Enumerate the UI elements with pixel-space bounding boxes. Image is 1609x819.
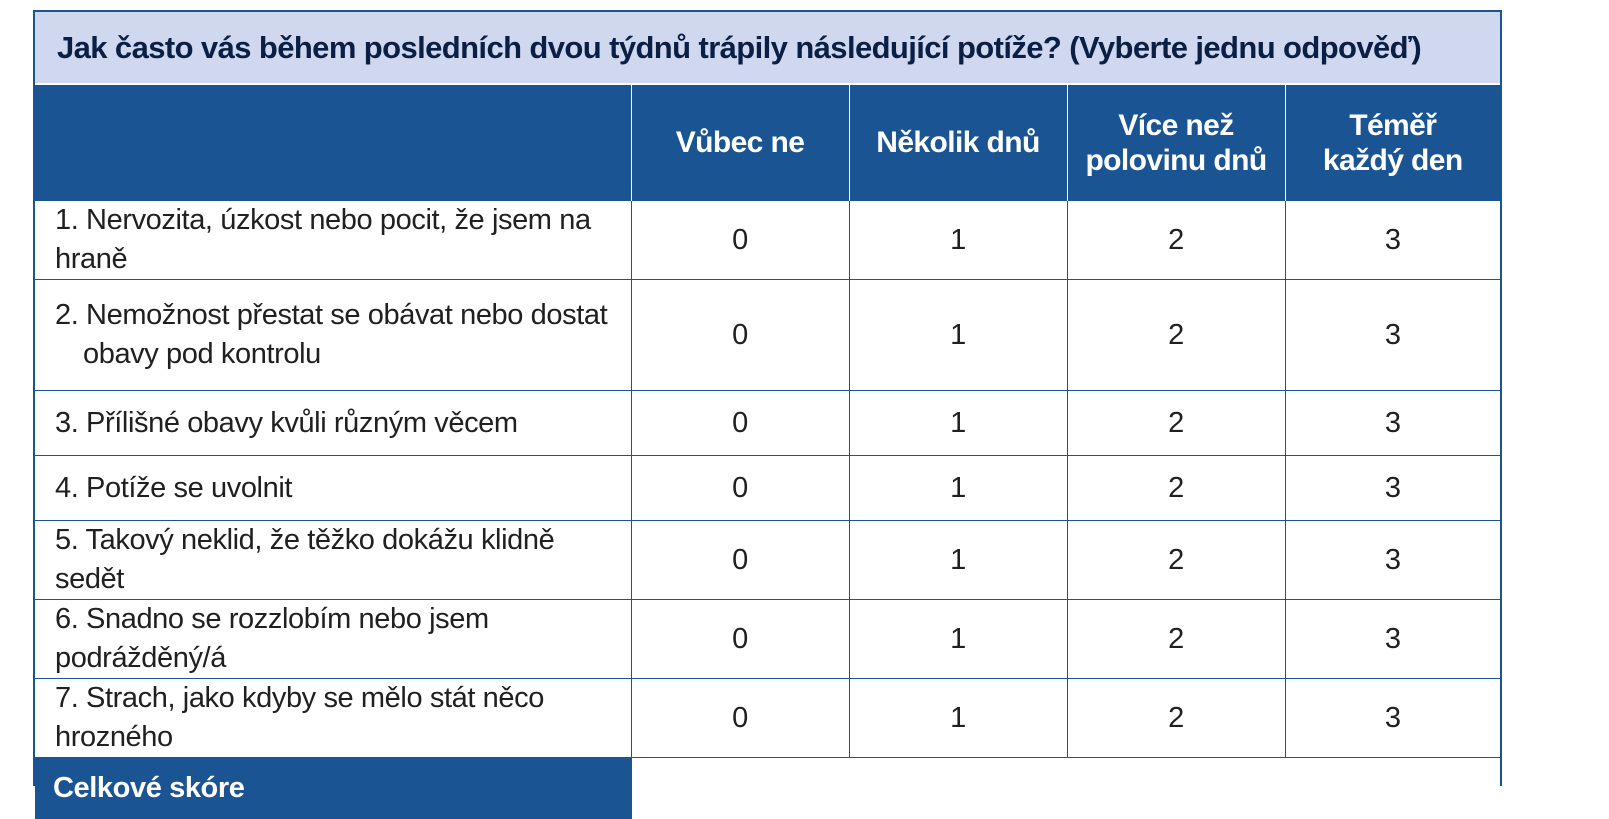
header-empty-cell (35, 85, 631, 201)
score-cell[interactable]: 2 (1067, 679, 1285, 758)
score-cell[interactable]: 3 (1285, 280, 1500, 391)
table-row (35, 521, 1500, 600)
score-cell[interactable]: 2 (1067, 456, 1285, 521)
header-several-days: Několik dnů (849, 85, 1067, 201)
row-label: 3. Přílišné obavy kvůli různým věcem (35, 391, 631, 456)
header-not-at-all: Vůbec ne (631, 85, 849, 201)
gad7-questionnaire (33, 10, 1502, 786)
score-cell[interactable]: 2 (1067, 600, 1285, 679)
score-cell[interactable]: 1 (849, 679, 1067, 758)
score-cell[interactable]: 0 (631, 391, 849, 456)
question-heading: Jak často vás během posledních dvou týdnů trápily následující potíže? (Vyberte jednu odpověď) (35, 12, 1500, 83)
score-cell[interactable]: 1 (849, 391, 1067, 456)
score-cell[interactable]: 3 (1285, 600, 1500, 679)
score-cell[interactable]: 2 (1067, 280, 1285, 391)
score-cell[interactable]: 0 (631, 600, 849, 679)
table-row (35, 280, 1500, 391)
score-cell[interactable]: 2 (1067, 201, 1285, 280)
score-cell[interactable]: 1 (849, 521, 1067, 600)
row-label: 7. Strach, jako kdyby se mělo stát něco hrozného (35, 679, 631, 758)
row-label: 6. Snadno se rozzlobím nebo jsem podrážděný/á (35, 600, 631, 679)
row-label: 4. Potíže se uvolnit (35, 456, 631, 521)
score-cell[interactable]: 2 (1067, 391, 1285, 456)
header-nearly-every-day: Téměř každý den (1285, 85, 1500, 201)
score-cell[interactable]: 3 (1285, 521, 1500, 600)
table-row (35, 201, 1500, 280)
header-row (35, 85, 1500, 201)
row-label: 1. Nervozita, úzkost nebo pocit, že jsem na hraně (35, 201, 631, 280)
score-cell[interactable]: 3 (1285, 201, 1500, 280)
score-cell[interactable]: 1 (849, 456, 1067, 521)
table-row (35, 679, 1500, 758)
total-score-field[interactable] (631, 758, 1500, 819)
score-cell[interactable]: 3 (1285, 391, 1500, 456)
total-score-label: Celkové skóre (35, 758, 631, 819)
score-cell[interactable]: 0 (631, 456, 849, 521)
score-cell[interactable]: 0 (631, 521, 849, 600)
table-row (35, 456, 1500, 521)
score-cell[interactable]: 0 (631, 679, 849, 758)
score-cell[interactable]: 2 (1067, 521, 1285, 600)
score-cell[interactable]: 3 (1285, 679, 1500, 758)
score-cell[interactable]: 3 (1285, 456, 1500, 521)
row-label: 2. Nemožnost přestat se obávat nebo dostat obavy pod kontrolu (35, 280, 631, 391)
header-more-than-half: Více než polovinu dnů (1067, 85, 1285, 201)
total-row (35, 758, 1500, 819)
score-cell[interactable]: 1 (849, 280, 1067, 391)
score-cell[interactable]: 1 (849, 600, 1067, 679)
score-cell[interactable]: 0 (631, 280, 849, 391)
score-cell[interactable]: 0 (631, 201, 849, 280)
table-row (35, 391, 1500, 456)
table-row (35, 600, 1500, 679)
score-cell[interactable]: 1 (849, 201, 1067, 280)
row-label: 5. Takový neklid, že těžko dokážu klidně sedět (35, 521, 631, 600)
score-table (35, 85, 1500, 819)
